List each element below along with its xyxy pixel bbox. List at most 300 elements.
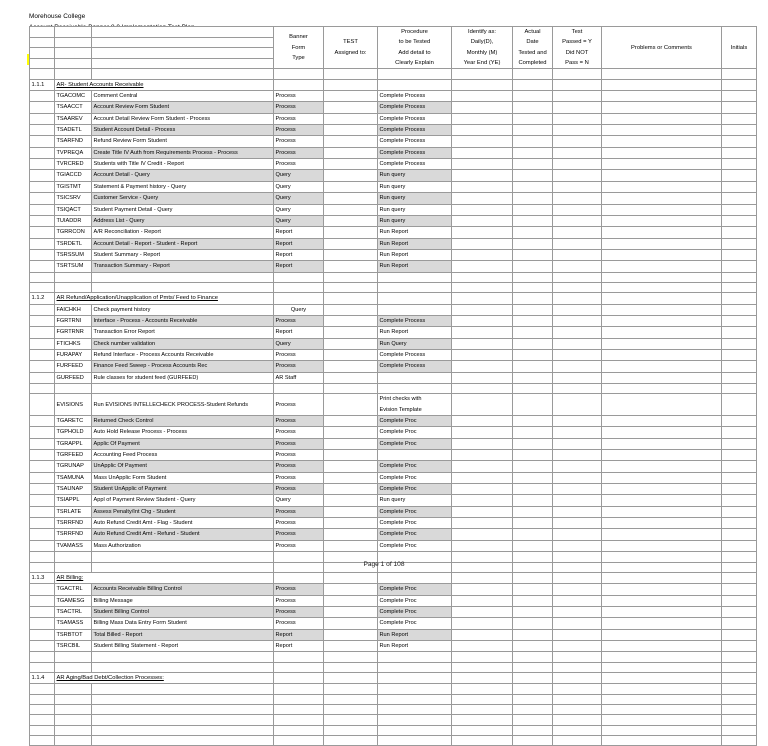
empty-cell	[55, 694, 92, 704]
actual-date-cell	[513, 361, 553, 372]
test-passed-cell	[553, 438, 602, 449]
empty-cell	[553, 652, 602, 662]
empty-cell	[378, 572, 452, 583]
empty-cell	[452, 694, 513, 704]
identify-as-cell	[452, 495, 513, 506]
empty-cell	[274, 672, 324, 683]
actual-date-cell	[513, 629, 553, 640]
description-cell: Refund Interface - Process Accounts Receivable	[92, 349, 274, 360]
actual-date-cell	[513, 540, 553, 551]
empty-cell	[722, 704, 757, 714]
procedure-cell: Complete Proc	[378, 472, 452, 483]
banner-code-cell: TGIACCD	[55, 170, 92, 181]
row-index-cell	[30, 506, 55, 517]
table-row-blank	[30, 69, 757, 79]
empty-cell	[324, 694, 378, 704]
test-passed-cell	[553, 461, 602, 472]
identify-as-cell	[452, 461, 513, 472]
banner-form-type-cell: Process	[274, 595, 324, 606]
banner-form-type-cell: Process	[274, 159, 324, 170]
empty-cell	[324, 704, 378, 714]
empty-cell	[274, 293, 324, 304]
empty-cell	[513, 69, 553, 79]
row-index-cell	[30, 584, 55, 595]
description-cell: Customer Service - Query	[92, 193, 274, 204]
identify-as-cell	[452, 484, 513, 495]
banner-form-type-cell: Query	[274, 170, 324, 181]
identify-as-cell	[452, 361, 513, 372]
procedure-cell: Complete Process	[378, 91, 452, 102]
banner-code-cell: TGARETC	[55, 416, 92, 427]
actual-date-cell	[513, 102, 553, 113]
banner-code-cell: EVISIONS	[55, 394, 92, 416]
row-index-cell	[30, 315, 55, 326]
empty-cell	[722, 736, 757, 746]
banner-form-type-cell: Process	[274, 584, 324, 595]
problems-cell	[602, 315, 722, 326]
actual-date-cell	[513, 529, 553, 540]
table-row	[30, 159, 757, 170]
empty-cell	[553, 79, 602, 90]
actual-date-cell	[513, 304, 553, 315]
identify-as-cell	[452, 640, 513, 651]
table-row-blank	[30, 384, 757, 394]
test-passed-cell	[553, 450, 602, 461]
identify-as-cell	[452, 249, 513, 260]
empty-cell	[274, 684, 324, 694]
actual-date-cell	[513, 416, 553, 427]
empty-cell	[30, 694, 55, 704]
empty-cell	[30, 384, 55, 394]
actual-date-cell	[513, 327, 553, 338]
banner-code-cell: TSIAPPL	[55, 495, 92, 506]
empty-cell	[553, 272, 602, 282]
col-header-line: Clearly Explain	[395, 60, 434, 67]
banner-code-cell: FTICHKS	[55, 338, 92, 349]
banner-form-type-cell: Process	[274, 125, 324, 136]
identify-as-cell	[452, 261, 513, 272]
test-assigned-to-cell	[324, 147, 378, 158]
actual-date-cell	[513, 394, 553, 416]
table-row	[30, 427, 757, 438]
row-index-cell	[30, 450, 55, 461]
actual-date-cell	[513, 249, 553, 260]
banner-code-cell: TGISTMT	[55, 181, 92, 192]
row-index-cell	[30, 238, 55, 249]
banner-code-cell: TSAUNAP	[55, 484, 92, 495]
description-cell: Account Detail - Report - Student - Report	[92, 238, 274, 249]
empty-cell	[452, 672, 513, 683]
empty-cell	[324, 662, 378, 672]
cell-line: Evision Template	[379, 406, 422, 413]
table-row	[30, 461, 757, 472]
table-row-blank	[30, 704, 757, 714]
actual-date-cell	[513, 170, 553, 181]
problems-cell	[602, 327, 722, 338]
test-assigned-to-cell	[324, 438, 378, 449]
banner-form-type-cell: Process	[274, 529, 324, 540]
banner-form-type-cell: Report	[274, 261, 324, 272]
procedure-cell: Run Report	[378, 640, 452, 651]
test-passed-cell	[553, 472, 602, 483]
test-assigned-to-cell	[324, 136, 378, 147]
row-index-cell	[30, 595, 55, 606]
empty-cell	[452, 736, 513, 746]
description-cell: Appl of Payment Review Student - Query	[92, 495, 274, 506]
empty-cell	[324, 272, 378, 282]
test-passed-cell	[553, 125, 602, 136]
banner-code-cell: TSRLATE	[55, 506, 92, 517]
problems-cell	[602, 461, 722, 472]
table-row	[30, 136, 757, 147]
empty-cell	[553, 715, 602, 725]
identify-as-cell	[452, 113, 513, 124]
procedure-cell: Run Report	[378, 327, 452, 338]
problems-cell	[602, 372, 722, 383]
identify-as-cell	[452, 170, 513, 181]
test-passed-cell	[553, 238, 602, 249]
test-passed-cell	[553, 484, 602, 495]
test-assigned-to-cell	[324, 193, 378, 204]
empty-cell	[553, 672, 602, 683]
empty-cell	[274, 384, 324, 394]
table-row-section	[30, 572, 757, 583]
empty-cell	[602, 384, 722, 394]
col-header-initials	[722, 27, 757, 69]
test-assigned-to-cell	[324, 204, 378, 215]
row-index-cell	[30, 193, 55, 204]
banner-code-cell: TGPHOLD	[55, 427, 92, 438]
table-body	[30, 69, 757, 746]
table-row	[30, 102, 757, 113]
empty-cell	[722, 272, 757, 282]
description-cell: Refund Review Form Student	[92, 136, 274, 147]
banner-form-type-cell: Process	[274, 438, 324, 449]
test-passed-cell	[553, 170, 602, 181]
test-passed-cell	[553, 394, 602, 416]
actual-date-cell	[513, 495, 553, 506]
header-spacer-code	[55, 37, 92, 48]
identify-as-cell	[452, 450, 513, 461]
empty-cell	[92, 736, 274, 746]
col-header-line: Add detail to	[398, 49, 431, 56]
problems-cell	[602, 304, 722, 315]
col-header-line: Form	[291, 44, 306, 51]
table-row	[30, 394, 757, 416]
banner-form-type-cell: Process	[274, 416, 324, 427]
banner-code-cell: TVPREQA	[55, 147, 92, 158]
table-row	[30, 450, 757, 461]
col-header-actual-date	[513, 27, 553, 69]
test-passed-cell	[553, 193, 602, 204]
table-row-blank	[30, 725, 757, 735]
col-header-line: Pass = N	[565, 60, 589, 67]
description-cell: Create Title IV Auth from Requirements Process - Process	[92, 147, 274, 158]
test-assigned-to-cell	[324, 91, 378, 102]
initials-cell	[722, 204, 757, 215]
empty-cell	[602, 69, 722, 79]
table-row	[30, 349, 757, 360]
initials-cell	[722, 606, 757, 617]
test-passed-cell	[553, 427, 602, 438]
test-assigned-to-cell	[324, 461, 378, 472]
banner-code-cell: TUIADDR	[55, 215, 92, 226]
banner-code-cell: FURAPAY	[55, 349, 92, 360]
empty-cell	[92, 725, 274, 735]
empty-cell	[324, 293, 378, 304]
description-cell: Run EVISIONS INTELLECHECK PROCESS-Student Refunds	[92, 394, 274, 416]
empty-cell	[722, 572, 757, 583]
col-header-problems-or-comments	[602, 27, 722, 69]
row-index-cell	[30, 147, 55, 158]
table-row	[30, 181, 757, 192]
initials-cell	[722, 249, 757, 260]
empty-cell	[722, 69, 757, 79]
table-row	[30, 472, 757, 483]
initials-cell	[722, 394, 757, 416]
description-cell: Mass Authorization	[92, 540, 274, 551]
empty-cell	[513, 725, 553, 735]
actual-date-cell	[513, 181, 553, 192]
initials-cell	[722, 91, 757, 102]
empty-cell	[452, 684, 513, 694]
problems-cell	[602, 261, 722, 272]
table-row	[30, 170, 757, 181]
problems-cell	[602, 640, 722, 651]
initials-cell	[722, 372, 757, 383]
banner-code-cell: TVRCRED	[55, 159, 92, 170]
empty-cell	[452, 704, 513, 714]
empty-cell	[602, 272, 722, 282]
section-index: 1.1.3	[30, 572, 55, 583]
banner-code-cell: TSRDETL	[55, 238, 92, 249]
identify-as-cell	[452, 147, 513, 158]
empty-cell	[378, 672, 452, 683]
identify-as-cell	[452, 394, 513, 416]
empty-cell	[722, 384, 757, 394]
identify-as-cell	[452, 193, 513, 204]
actual-date-cell	[513, 438, 553, 449]
procedure-cell: Complete Proc	[378, 461, 452, 472]
empty-cell	[602, 694, 722, 704]
empty-cell	[55, 282, 92, 292]
banner-form-type-cell: Query	[274, 304, 324, 315]
test-assigned-to-cell	[324, 170, 378, 181]
col-header-line: Date	[526, 39, 539, 46]
header-spacer-index	[30, 48, 55, 59]
identify-as-cell	[452, 238, 513, 249]
identify-as-cell	[452, 506, 513, 517]
test-passed-cell	[553, 147, 602, 158]
initials-cell	[722, 438, 757, 449]
banner-form-type-cell: Process	[274, 461, 324, 472]
empty-cell	[378, 684, 452, 694]
test-assigned-to-cell	[324, 629, 378, 640]
banner-code-cell: FGRTRNR	[55, 327, 92, 338]
initials-cell	[722, 529, 757, 540]
problems-cell	[602, 338, 722, 349]
test-assigned-to-cell	[324, 540, 378, 551]
problems-cell	[602, 238, 722, 249]
initials-cell	[722, 349, 757, 360]
row-index-cell	[30, 125, 55, 136]
test-assigned-to-cell	[324, 261, 378, 272]
problems-cell	[602, 159, 722, 170]
row-index-cell	[30, 215, 55, 226]
banner-code-cell: FURFEED	[55, 361, 92, 372]
table-row	[30, 495, 757, 506]
col-header-line: Assigned to:	[334, 49, 367, 56]
procedure-cell: Complete Process	[378, 159, 452, 170]
empty-cell	[452, 715, 513, 725]
description-cell: Account Detail - Query	[92, 170, 274, 181]
description-cell: Student Payment Detail - Query	[92, 204, 274, 215]
actual-date-cell	[513, 113, 553, 124]
identify-as-cell	[452, 304, 513, 315]
description-cell: Student Account Detail - Process	[92, 125, 274, 136]
description-cell: Total Billed - Report	[92, 629, 274, 640]
initials-cell	[722, 125, 757, 136]
banner-form-type-cell: Report	[274, 227, 324, 238]
banner-code-cell: FAICHKH	[55, 304, 92, 315]
identify-as-cell	[452, 416, 513, 427]
empty-cell	[55, 384, 92, 394]
actual-date-cell	[513, 136, 553, 147]
col-header-line: to be Tested	[398, 39, 431, 46]
test-passed-cell	[553, 361, 602, 372]
col-header-test-passed	[553, 27, 602, 69]
empty-cell	[553, 572, 602, 583]
banner-form-type-cell: Process	[274, 606, 324, 617]
identify-as-cell	[452, 518, 513, 529]
row-index-cell	[30, 640, 55, 651]
empty-cell	[92, 704, 274, 714]
test-assigned-to-cell	[324, 450, 378, 461]
col-header-line: Completed	[518, 60, 547, 67]
initials-cell	[722, 136, 757, 147]
procedure-cell	[378, 394, 452, 416]
table-row	[30, 227, 757, 238]
problems-cell	[602, 495, 722, 506]
empty-cell	[324, 725, 378, 735]
table-row	[30, 584, 757, 595]
col-header-line: Initials	[730, 44, 748, 51]
empty-cell	[722, 293, 757, 304]
test-assigned-to-cell	[324, 349, 378, 360]
row-index-cell	[30, 227, 55, 238]
row-index-cell	[30, 438, 55, 449]
table-row	[30, 238, 757, 249]
banner-code-cell: TGRAPPL	[55, 438, 92, 449]
table-row-blank	[30, 272, 757, 282]
problems-cell	[602, 606, 722, 617]
procedure-cell: Run Query	[378, 338, 452, 349]
empty-cell	[274, 652, 324, 662]
empty-cell	[452, 572, 513, 583]
empty-cell	[513, 384, 553, 394]
initials-cell	[722, 215, 757, 226]
procedure-cell: Run query	[378, 193, 452, 204]
test-assigned-to-cell	[324, 238, 378, 249]
actual-date-cell	[513, 450, 553, 461]
banner-form-type-cell: Process	[274, 102, 324, 113]
empty-cell	[513, 662, 553, 672]
table-row	[30, 640, 757, 651]
identify-as-cell	[452, 438, 513, 449]
problems-cell	[602, 427, 722, 438]
empty-cell	[92, 662, 274, 672]
banner-code-cell: TSIQACT	[55, 204, 92, 215]
test-passed-cell	[553, 204, 602, 215]
test-passed-cell	[553, 618, 602, 629]
initials-cell	[722, 361, 757, 372]
description-cell: Applic Of Payment	[92, 438, 274, 449]
empty-cell	[602, 282, 722, 292]
empty-cell	[722, 715, 757, 725]
row-index-cell	[30, 338, 55, 349]
empty-cell	[378, 704, 452, 714]
test-passed-cell	[553, 629, 602, 640]
banner-code-cell: TSAMASS	[55, 618, 92, 629]
problems-cell	[602, 506, 722, 517]
description-cell: Check number validation	[92, 338, 274, 349]
section-title: AR Refund/Application/Unapplication of Pmts/ Feed to Finance	[55, 293, 274, 304]
banner-form-type-cell: Query	[274, 181, 324, 192]
identify-as-cell	[452, 327, 513, 338]
identify-as-cell	[452, 338, 513, 349]
identify-as-cell	[452, 606, 513, 617]
initials-cell	[722, 338, 757, 349]
row-index-cell	[30, 416, 55, 427]
banner-code-cell: TGAMESG	[55, 595, 92, 606]
table-row	[30, 595, 757, 606]
empty-cell	[722, 662, 757, 672]
problems-cell	[602, 181, 722, 192]
empty-cell	[722, 79, 757, 90]
test-assigned-to-cell	[324, 227, 378, 238]
test-assigned-to-cell	[324, 338, 378, 349]
test-assigned-to-cell	[324, 304, 378, 315]
identify-as-cell	[452, 618, 513, 629]
empty-cell	[513, 282, 553, 292]
procedure-cell: Complete Proc	[378, 606, 452, 617]
actual-date-cell	[513, 215, 553, 226]
actual-date-cell	[513, 238, 553, 249]
banner-code-cell: TSAAREV	[55, 113, 92, 124]
table-row-blank	[30, 715, 757, 725]
empty-cell	[452, 272, 513, 282]
banner-code-cell: TSICSRV	[55, 193, 92, 204]
row-index-cell	[30, 472, 55, 483]
procedure-cell: Run Report	[378, 249, 452, 260]
empty-cell	[274, 79, 324, 90]
empty-cell	[30, 715, 55, 725]
procedure-cell: Complete Process	[378, 113, 452, 124]
procedure-cell: Complete Process	[378, 125, 452, 136]
test-passed-cell	[553, 349, 602, 360]
initials-cell	[722, 629, 757, 640]
initials-cell	[722, 170, 757, 181]
procedure-cell: Run query	[378, 215, 452, 226]
problems-cell	[602, 584, 722, 595]
empty-cell	[553, 662, 602, 672]
row-index-cell	[30, 618, 55, 629]
empty-cell	[30, 725, 55, 735]
test-passed-cell	[553, 215, 602, 226]
table-row	[30, 315, 757, 326]
table-row	[30, 529, 757, 540]
empty-cell	[55, 704, 92, 714]
